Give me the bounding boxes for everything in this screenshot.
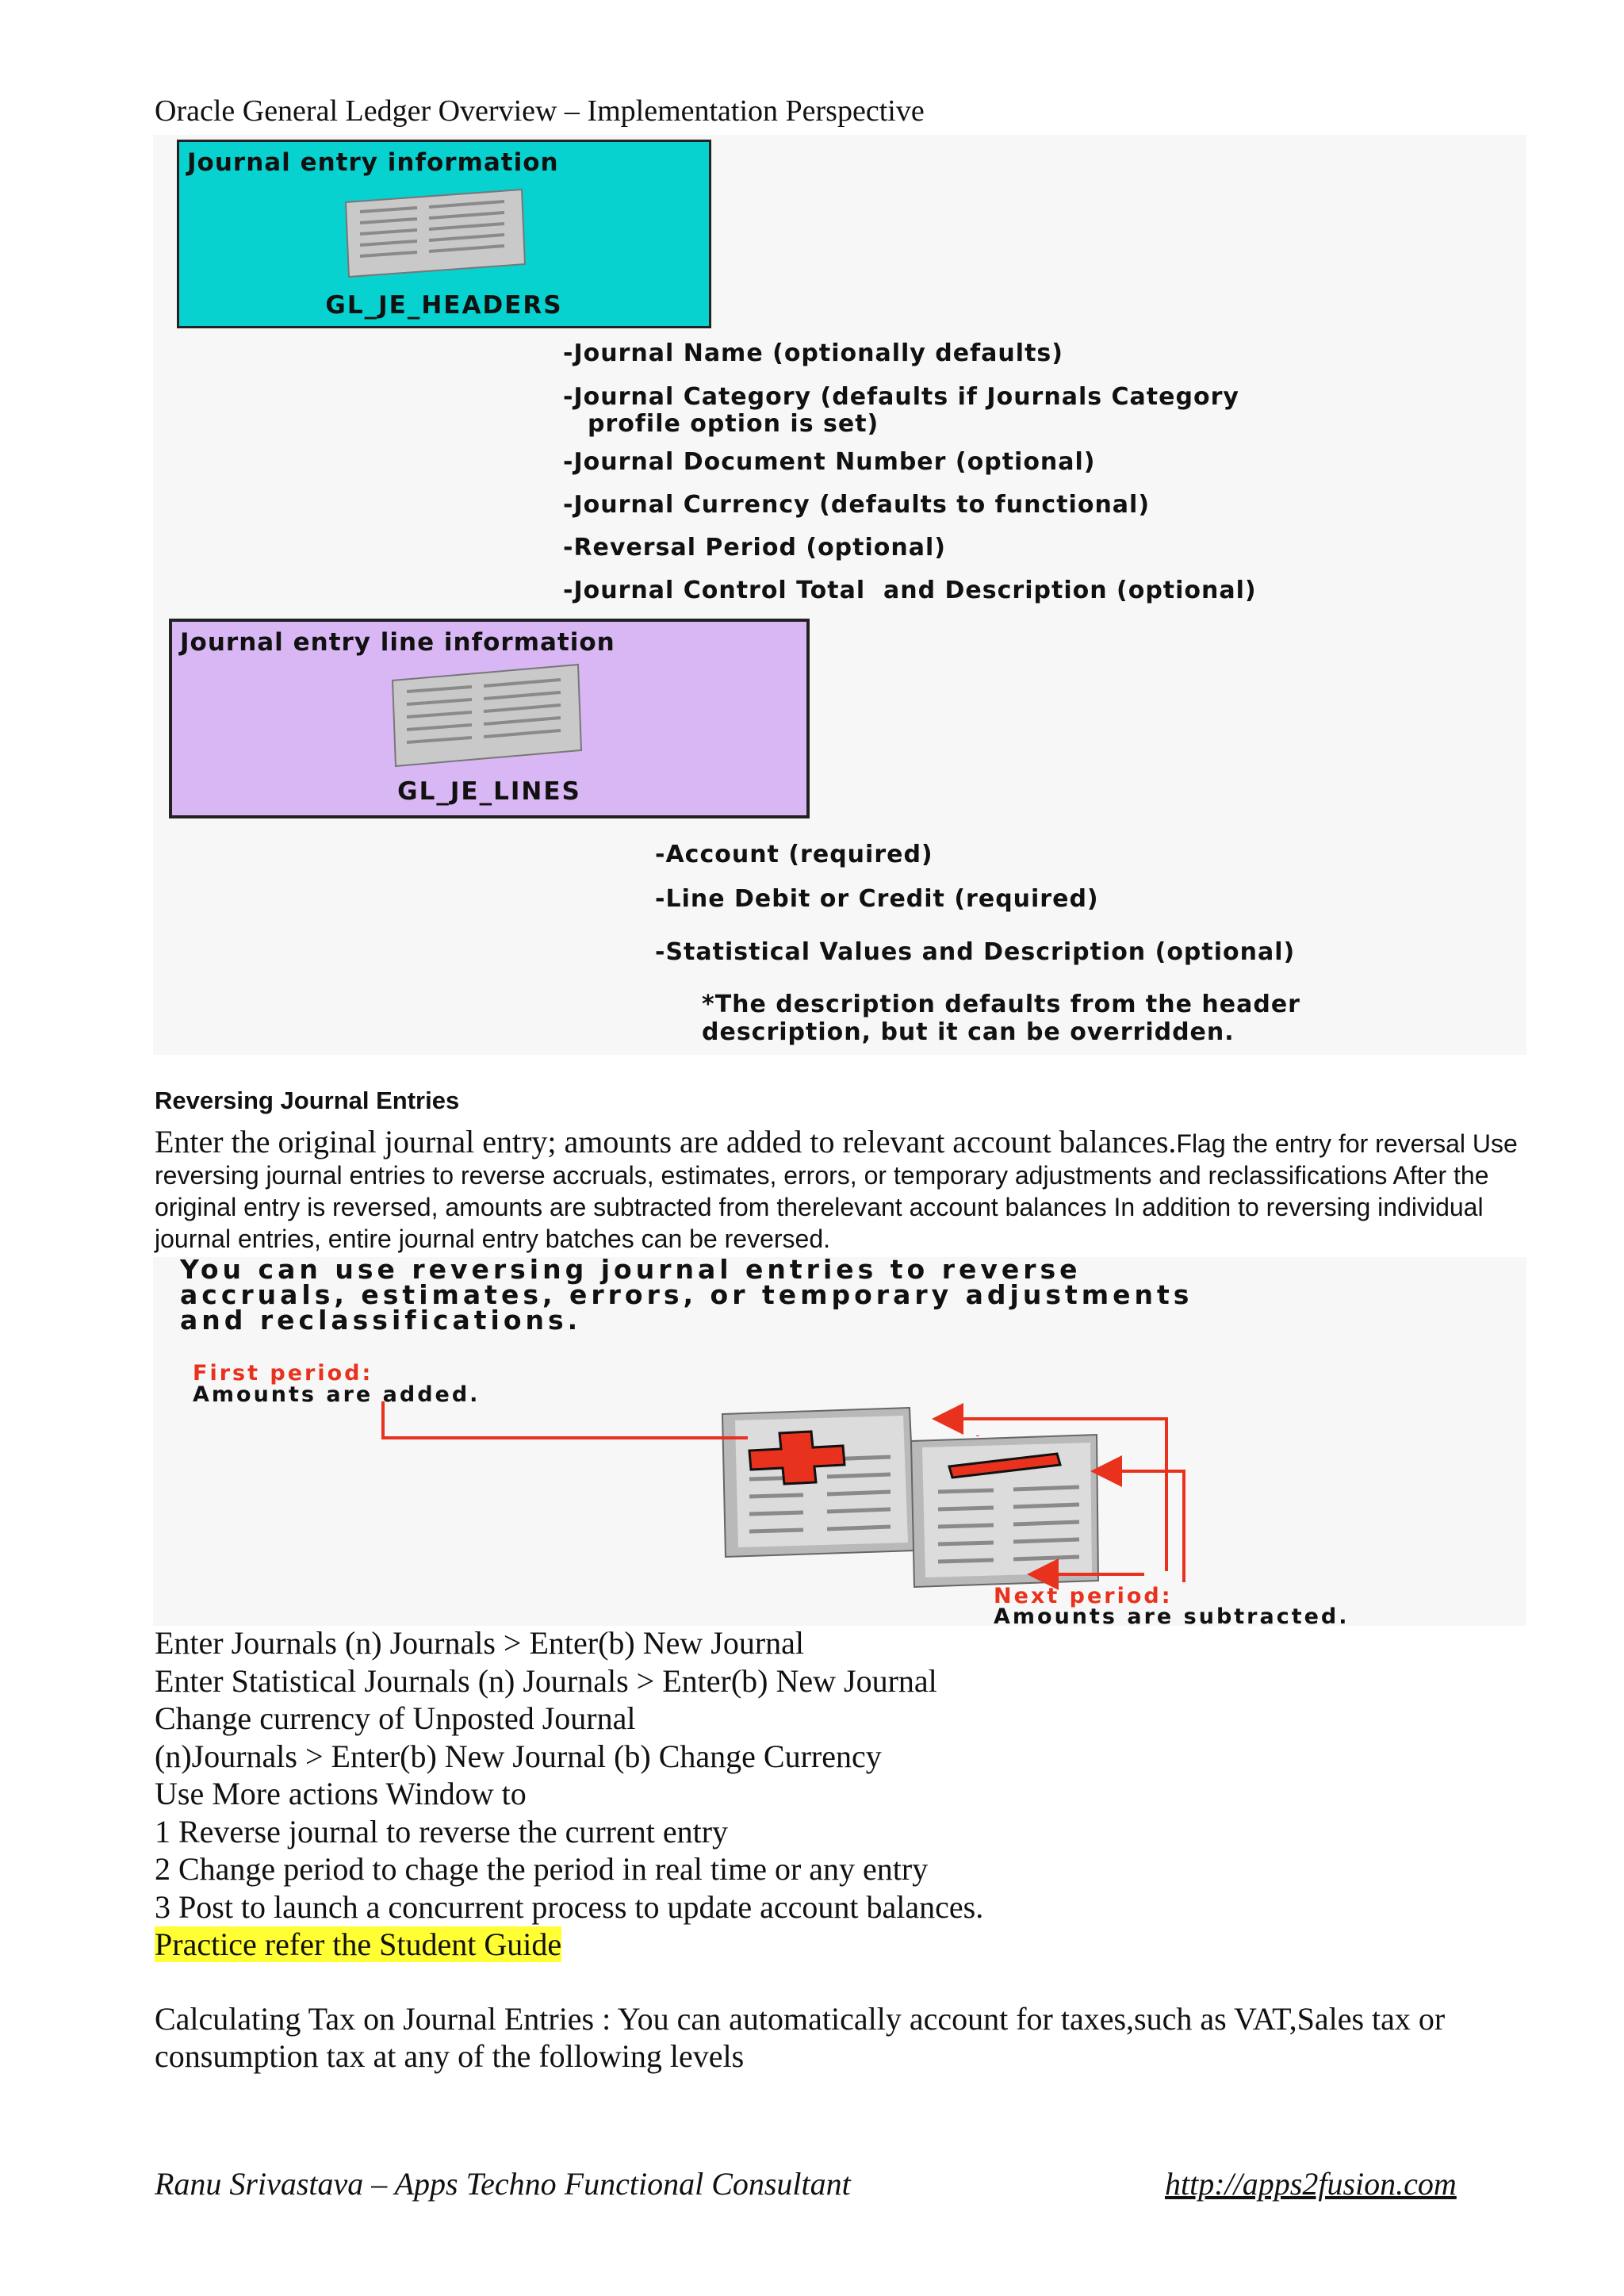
table-document-icon — [338, 188, 536, 283]
reversing-figure — [153, 1254, 1526, 1629]
reversing-paragraph — [155, 1126, 1534, 1255]
step-line: (n)Journals > Enter(b) New Journal (b) Change Currency — [155, 1738, 882, 1774]
step-line: Enter Statistical Journals (n) Journals > Enter(b) New Journal — [155, 1662, 937, 1699]
header-field: -Reversal Period (optional) — [563, 534, 946, 562]
header-field: -Journal Name (optionally defaults) — [563, 339, 1063, 367]
first-period-text: Amounts are added. — [193, 1382, 481, 1407]
gl-je-lines-label: GL_JE_LINES — [397, 777, 581, 806]
reversing-lead: Enter the original journal entry; amounts are added to relevant account balances. — [155, 1124, 1177, 1159]
tax-paragraph: Calculating Tax on Journal Entries : You can automatically account for taxes,such as VAT,Sales tax or consumption tax at any of the following levels — [155, 2001, 1446, 2074]
line-field: -Statistical Values and Description (optional) — [655, 938, 1296, 966]
first-period-label: First period: — [193, 1361, 373, 1386]
step-line: Use More actions Window to — [155, 1776, 527, 1811]
header-field: -Journal Currency (defaults to functional) — [563, 491, 1151, 519]
footer-author: Ranu Srivastava – Apps Techno Functional Consultant — [155, 2166, 851, 2202]
first-period-document-icon — [722, 1408, 916, 1557]
step-line: Change currency of Unposted Journal — [155, 1700, 636, 1736]
next-period-label: Next period: — [994, 1584, 1173, 1608]
footer-url-link[interactable]: http://apps2fusion.com — [1165, 2166, 1457, 2202]
header-field: -Journal Category (defaults if Journals Category — [563, 383, 1239, 411]
journal-header-box — [177, 140, 711, 328]
page-title: Oracle General Ledger Overview – Implementation Perspective — [155, 94, 925, 128]
step-line: Enter Journals (n) Journals > Enter(b) New Journal — [155, 1625, 805, 1661]
step-line: 3 Post to launch a concurrent process to update account balances. — [155, 1888, 984, 1925]
table-document-icon — [385, 663, 591, 768]
figure-caption-line: and reclassifications. — [180, 1305, 582, 1336]
reversing-body: Flag the entry for reversal Use reversing journal entries to reverse accruals, estimates, errors, or temporary adjustments and reclassifications After the original entry is reversed, amounts are subtracted from therelevant account balances In addition to reversing individual journal entries, entire journal entry batches can be reversed. — [155, 1129, 1518, 1253]
step-line: 1 Reverse journal to reverse the current entry — [155, 1813, 729, 1849]
header-field: -Journal Document Number (optional) — [563, 448, 1096, 476]
figure-caption-line: accruals, estimates, errors, or temporary adjustments — [180, 1279, 1193, 1310]
next-period-text: Amounts are subtracted. — [994, 1604, 1350, 1629]
line-field: -Line Debit or Credit (required) — [655, 885, 1099, 913]
line-box-title: Journal entry line information — [180, 628, 615, 657]
practice-highlight: Practice refer the Student Guide — [155, 1926, 562, 1962]
next-period-document-icon — [911, 1435, 1098, 1587]
journal-entry-figure — [153, 135, 1526, 1055]
header-box-title: Journal entry information — [187, 148, 559, 177]
section-heading: Reversing Journal Entries — [155, 1087, 460, 1114]
line-note: *The description defaults from the header — [702, 991, 1300, 1018]
reversing-diagram — [153, 1254, 1526, 1626]
line-note: description, but it can be overridden. — [702, 1018, 1235, 1046]
figure-caption-line: You can use reversing journal entries to reverse — [180, 1254, 1082, 1285]
line-field: -Account (required) — [655, 841, 933, 868]
header-field: profile option is set) — [588, 410, 879, 438]
gl-je-headers-label: GL_JE_HEADERS — [325, 291, 563, 320]
journal-line-box — [169, 619, 810, 818]
step-line: 2 Change period to chage the period in real time or any entry — [155, 1851, 929, 1887]
header-field: -Journal Control Total and Description (optional) — [563, 577, 1257, 604]
navigation-steps — [155, 1624, 983, 1964]
